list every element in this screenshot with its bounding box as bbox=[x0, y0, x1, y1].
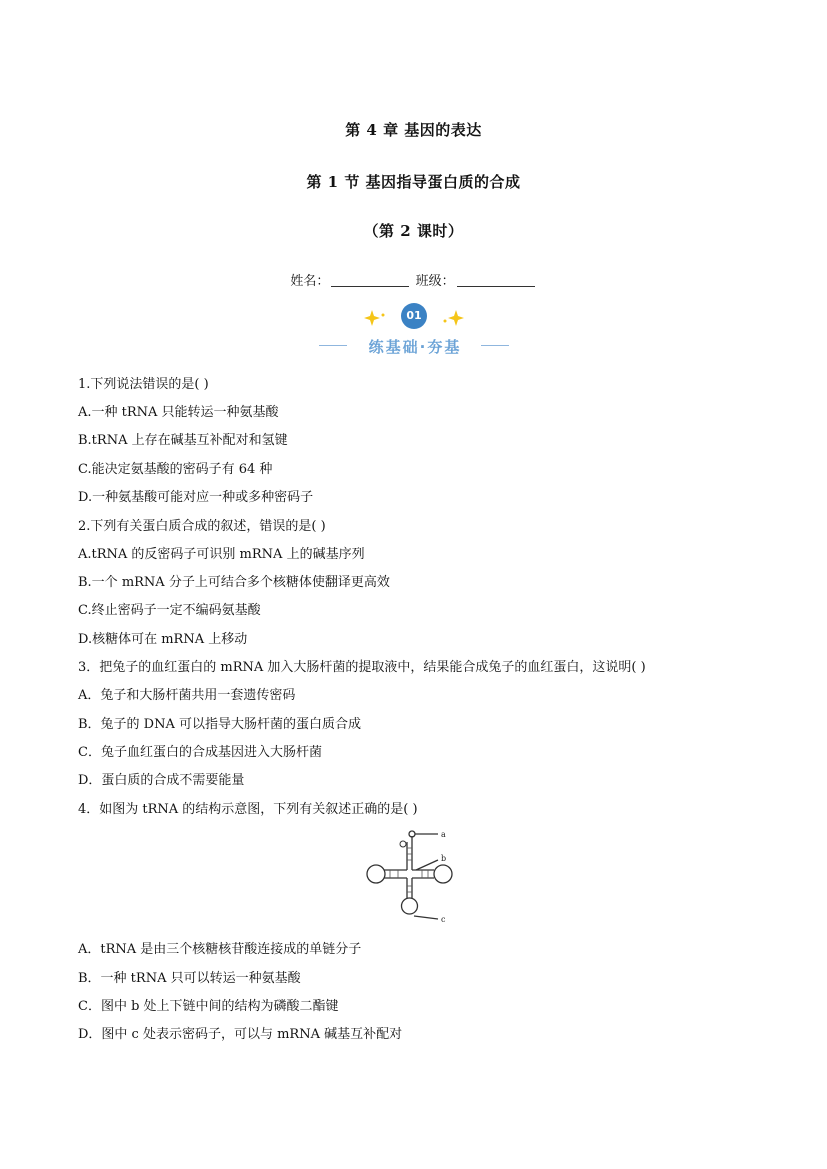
section-title: 第 1 节 基因指导蛋白质的合成 bbox=[306, 173, 521, 191]
option-item: D.核糖体可在 mRNA 上移动 bbox=[78, 632, 248, 647]
option-item: C．图中 b 处上下链中间的结构为磷酸二酯键 bbox=[78, 999, 339, 1014]
question-stem: 3．把兔子的血红蛋白的 mRNA 加入大肠杆菌的提取液中，结果能合成兔子的血红蛋白，这说明( ) bbox=[78, 660, 646, 675]
option-item: D．蛋白质的合成不需要能量 bbox=[78, 773, 245, 788]
question-stem: 2.下列有关蛋白质合成的叙述，错误的是( ) bbox=[78, 519, 326, 534]
question-stem: 1.下列说法错误的是( ) bbox=[78, 377, 209, 392]
chapter-title: 第 4 章 基因的表达 bbox=[345, 121, 482, 139]
name-field[interactable] bbox=[331, 274, 409, 287]
option-item: B.tRNA 上存在碱基互补配对和氢键 bbox=[78, 433, 288, 448]
class-label: 班级： bbox=[415, 274, 455, 289]
option-item: C．兔子血红蛋白的合成基因进入大肠杆菌 bbox=[78, 745, 322, 760]
option-item: B.一个 mRNA 分子上可结合多个核糖体使翻译更高效 bbox=[78, 575, 390, 590]
badge-dash-right bbox=[481, 345, 509, 346]
option-item: C.能决定氨基酸的密码子有 64 种 bbox=[78, 462, 273, 477]
option-item: A.一种 tRNA 只能转运一种氨基酸 bbox=[78, 405, 279, 420]
class-field[interactable] bbox=[457, 274, 535, 287]
name-label: 姓名： bbox=[290, 274, 330, 289]
option-item: B．兔子的 DNA 可以指导大肠杆菌的蛋白质合成 bbox=[78, 717, 362, 732]
option-item: C.终止密码子一定不编码氨基酸 bbox=[78, 603, 261, 618]
option-item: D.一种氨基酸可能对应一种或多种密码子 bbox=[78, 490, 314, 505]
question-stem: 4．如图为 tRNA 的结构示意图，下列有关叙述正确的是( ) bbox=[78, 802, 418, 817]
figure-label-b: b bbox=[441, 854, 447, 863]
option-item: A．兔子和大肠杆菌共用一套遗传密码 bbox=[78, 688, 296, 703]
trna-figure bbox=[362, 826, 462, 926]
option-item: B．一种 tRNA 只可以转运一种氨基酸 bbox=[78, 971, 301, 986]
trna-diagram-icon bbox=[362, 826, 462, 926]
section-badge bbox=[317, 298, 513, 360]
badge-number: 01 bbox=[401, 303, 427, 329]
figure-label-a: a bbox=[441, 830, 446, 839]
option-item: A．tRNA 是由三个核糖核苷酸连接成的单链分子 bbox=[78, 942, 362, 957]
option-item: A.tRNA 的反密码子可识别 mRNA 上的碱基序列 bbox=[78, 547, 365, 562]
lesson-title: （第 2 课时） bbox=[363, 222, 464, 240]
badge-label: 练基础·夯基 bbox=[368, 338, 462, 356]
name-class-line bbox=[0, 270, 827, 289]
option-item: D．图中 c 处表示密码子，可以与 mRNA 碱基互补配对 bbox=[78, 1027, 403, 1042]
figure-label-c: c bbox=[441, 915, 446, 924]
